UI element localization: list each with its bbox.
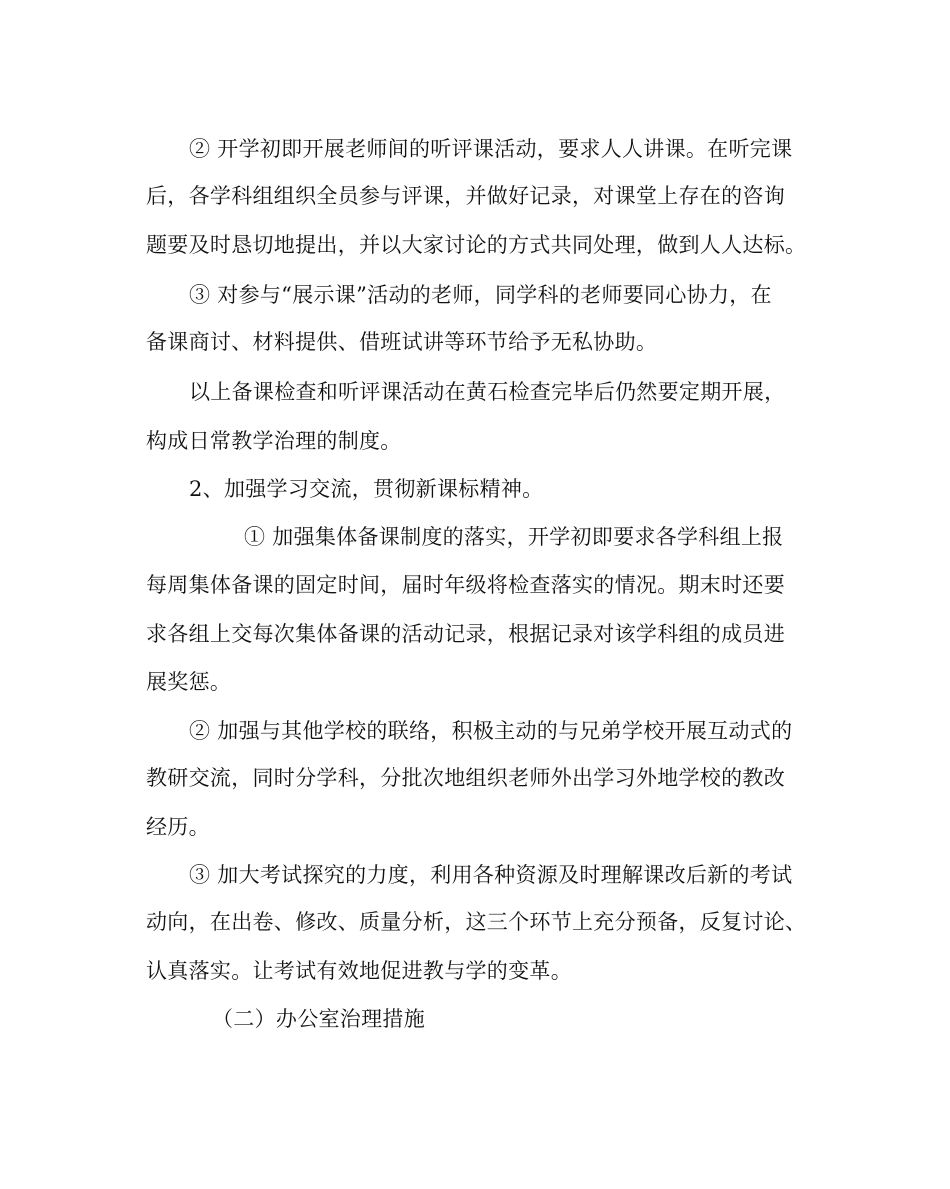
text-line: 展奖惩。 [146,670,232,694]
text-line: ① 加强集体备课制度的落实，开学初即要求各学科组上报 [244,525,784,549]
text-line: ② 加强与其他学校的联络，积极主动的与兄弟学校开展互动式的 [189,719,793,743]
text-line: 认真落实。让考试有效地促进教与学的变革。 [146,959,572,983]
text-line: 题要及时恳切地提出，并以大家讨论的方式共同处理，做到人人达标。 [146,233,807,257]
text-line: 以上备课检查和听评课活动在黄石检查完毕后仍然要定期开展， [189,380,786,404]
text-line: 每周集体备课的固定时间，届时年级将检查落实的情况。期末时还要 [146,573,785,597]
text-line: 动向，在出卷、修改、质量分析，这三个环节上充分预备，反复讨论、 [146,910,807,934]
text-line: 构成日常教学治理的制度。 [146,429,402,453]
text-line: ② 开学初即开展老师间的听评课活动，要求人人讲课。在听完课 [189,137,793,161]
text-line: ③ 对参与“展示课”活动的老师，同学科的老师要同心协力，在 [189,283,772,307]
text-line: ③ 加大考试探究的力度，利用各种资源及时理解课改后新的考试 [189,863,793,887]
text-line: 教研交流，同时分学科，分批次地组织老师外出学习外地学校的教改 [146,766,785,790]
text-line: 经历。 [146,815,210,839]
text-line: 备课商讨、材料提供、借班试讲等环节给予无私协助。 [146,330,658,354]
text-line: 求各组上交每次集体备课的活动记录，根据记录对该学科组的成员进 [146,622,785,646]
text-line: 后，各学科组组织全员参与评课，并做好记录，对课堂上存在的咨询 [146,184,785,208]
section-heading: 2、加强学习交流，贯彻新课标精神。 [189,477,544,501]
section-heading: （二）办公室治理措施 [212,1007,425,1031]
